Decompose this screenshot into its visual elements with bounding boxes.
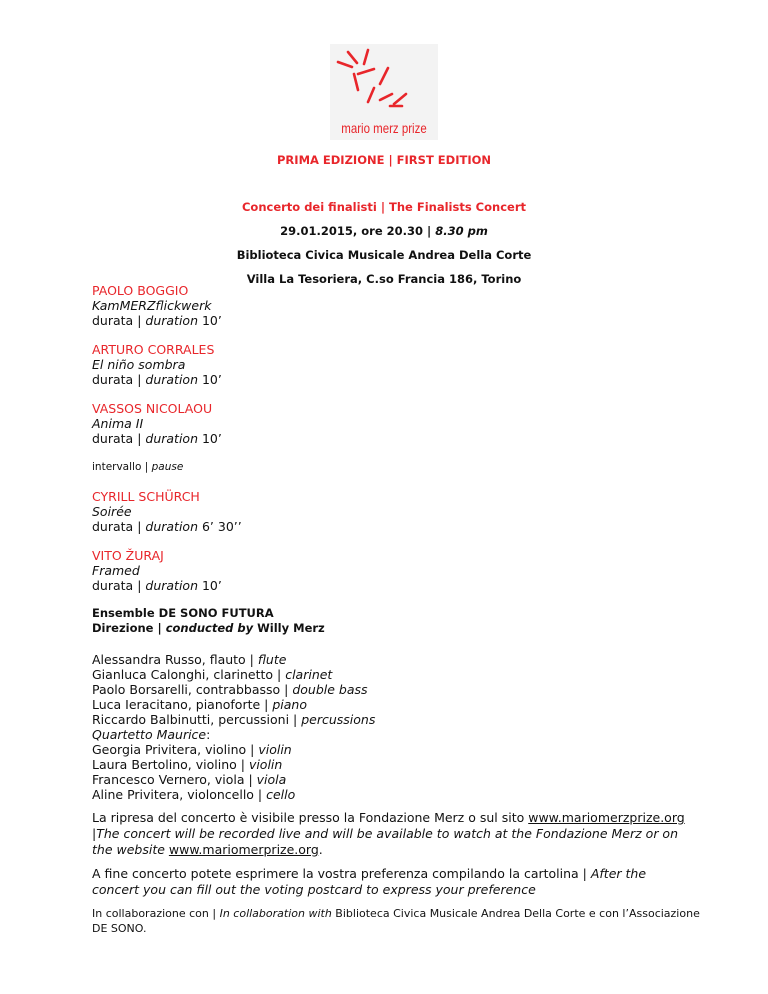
program-item	[92, 489, 732, 534]
duration-value: 10’	[198, 372, 222, 387]
work-title: Anima II	[92, 416, 144, 431]
program-list	[92, 283, 732, 607]
musician-en: piano	[272, 697, 307, 712]
duration	[92, 313, 732, 328]
composer-name: VITO ŽURAJ	[92, 548, 164, 563]
quartet-title: Quartetto Maurice	[92, 727, 207, 742]
musician-en: double bass	[292, 682, 368, 697]
duration-en: duration	[145, 372, 198, 387]
venue: Biblioteca Civica Musicale Andrea Della Corte	[236, 248, 532, 262]
duration-en: duration	[145, 519, 198, 534]
duration	[92, 372, 732, 387]
recording-en: The concert will be recorded live and will be available to watch at the Fondazione Merz or on the website	[92, 826, 678, 857]
musician-it: Alessandra Russo, flauto |	[92, 652, 258, 667]
voting-it: A fine concerto potete esprimere la vostra preferenza compilando la cartolina |	[92, 866, 591, 881]
recording-sep: |	[92, 826, 97, 841]
website-link-2[interactable]: www.mariomerprize.org	[168, 842, 319, 857]
collab-it: In collaborazione con |	[92, 907, 220, 920]
list-item	[92, 712, 375, 727]
intermission-it: intervallo |	[92, 461, 152, 473]
collab-rest: Biblioteca Civica Musicale Andrea Della Corte e con l’Associazione DE SONO.	[92, 907, 700, 935]
duration-value: 10’	[198, 431, 222, 446]
program-item	[92, 401, 732, 446]
duration-en: duration	[145, 313, 198, 328]
duration	[92, 578, 732, 593]
direction-en: conducted by	[165, 621, 254, 635]
direction-it: Direzione |	[92, 621, 166, 635]
recording-it: La ripresa del concerto è visibile presso la Fondazione Merz o sul sito	[92, 810, 529, 825]
date-main: 29.01.2015, ore 20.30 |	[280, 224, 436, 238]
concert-date	[0, 224, 768, 238]
ensemble-block	[92, 606, 325, 636]
musician-en: clarinet	[285, 667, 333, 682]
duration-value: 10’	[198, 313, 222, 328]
recording-end: .	[318, 842, 323, 857]
composer-name: CYRILL SCHÜRCH	[92, 489, 200, 504]
program-item	[92, 548, 732, 593]
musician-it: Riccardo Balbinutti, percussioni |	[92, 712, 302, 727]
program-item	[92, 283, 732, 328]
musician-en: flute	[257, 652, 287, 667]
quartet-name	[92, 727, 375, 742]
website-link[interactable]: www.mariomerzprize.org	[528, 810, 685, 825]
duration	[92, 519, 732, 534]
composer-name: PAOLO BOGGIO	[92, 283, 189, 298]
work-title: KamMERZflickwerk	[92, 298, 212, 313]
duration-en: duration	[145, 578, 198, 593]
composer-name: VASSOS NICOLAOU	[92, 401, 213, 416]
address: Villa La Tesoriera, C.so Francia 186, Torino	[246, 272, 522, 286]
musician-it: Paolo Borsarelli, contrabbasso |	[92, 682, 293, 697]
voting-paragraph	[92, 866, 692, 898]
intermission-en: pause	[151, 461, 184, 473]
musician-en: violin	[258, 742, 292, 757]
edition-heading: PRIMA EDIZIONE | FIRST EDITION	[277, 153, 491, 167]
ensemble-direction	[92, 621, 325, 636]
musician-it: Gianluca Calonghi, clarinetto |	[92, 667, 286, 682]
quartet-colon: :	[206, 727, 211, 742]
collab-en: In collaboration with	[219, 907, 332, 920]
list-item	[92, 787, 375, 802]
musician-it: Georgia Privitera, violino |	[92, 742, 259, 757]
list-item	[92, 757, 375, 772]
duration-value: 6’ 30’’	[198, 519, 242, 534]
ensemble-name: Ensemble DE SONO FUTURA	[92, 606, 274, 620]
duration-value: 10’	[198, 578, 222, 593]
musician-it: Francesco Vernero, viola |	[92, 772, 257, 787]
logo	[330, 44, 438, 140]
musician-en: viola	[256, 772, 287, 787]
intermission	[92, 460, 732, 475]
duration-en: duration	[145, 431, 198, 446]
musician-en: violin	[248, 757, 283, 772]
collaboration-note	[92, 906, 712, 936]
list-item	[92, 682, 375, 697]
conductor-name: Willy Merz	[253, 621, 325, 635]
voting-en: After the concert you can fill out the voting postcard to express your preference	[92, 866, 647, 897]
date-en: 8.30 pm	[435, 224, 488, 238]
list-item	[92, 742, 375, 757]
list-item	[92, 667, 375, 682]
musician-en: cello	[266, 787, 296, 802]
composer-name: ARTURO CORRALES	[92, 342, 215, 357]
list-item	[92, 652, 375, 667]
work-title: Framed	[92, 563, 140, 578]
logo-mark-icon	[330, 44, 438, 124]
program-item	[92, 342, 732, 387]
duration-prefix: durata |	[92, 519, 146, 534]
list-item	[92, 697, 375, 712]
duration-prefix: durata |	[92, 578, 146, 593]
musician-it: Luca Ieracitano, pianoforte |	[92, 697, 273, 712]
duration	[92, 431, 732, 446]
musician-it: Laura Bertolino, violino |	[92, 757, 249, 772]
list-item	[92, 772, 375, 787]
duration-prefix: durata |	[92, 372, 146, 387]
logo-text: mario merz prize	[341, 120, 427, 136]
work-title: Soirée	[92, 504, 132, 519]
musician-en: percussions	[301, 712, 376, 727]
work-title: El niño sombra	[92, 357, 186, 372]
musician-it: Aline Privitera, violoncello |	[92, 787, 267, 802]
duration-prefix: durata |	[92, 313, 146, 328]
recording-paragraph	[92, 810, 692, 858]
duration-prefix: durata |	[92, 431, 146, 446]
concert-title: Concerto dei finalisti | The Finalists Concert	[241, 200, 526, 214]
musicians-list	[92, 652, 375, 802]
